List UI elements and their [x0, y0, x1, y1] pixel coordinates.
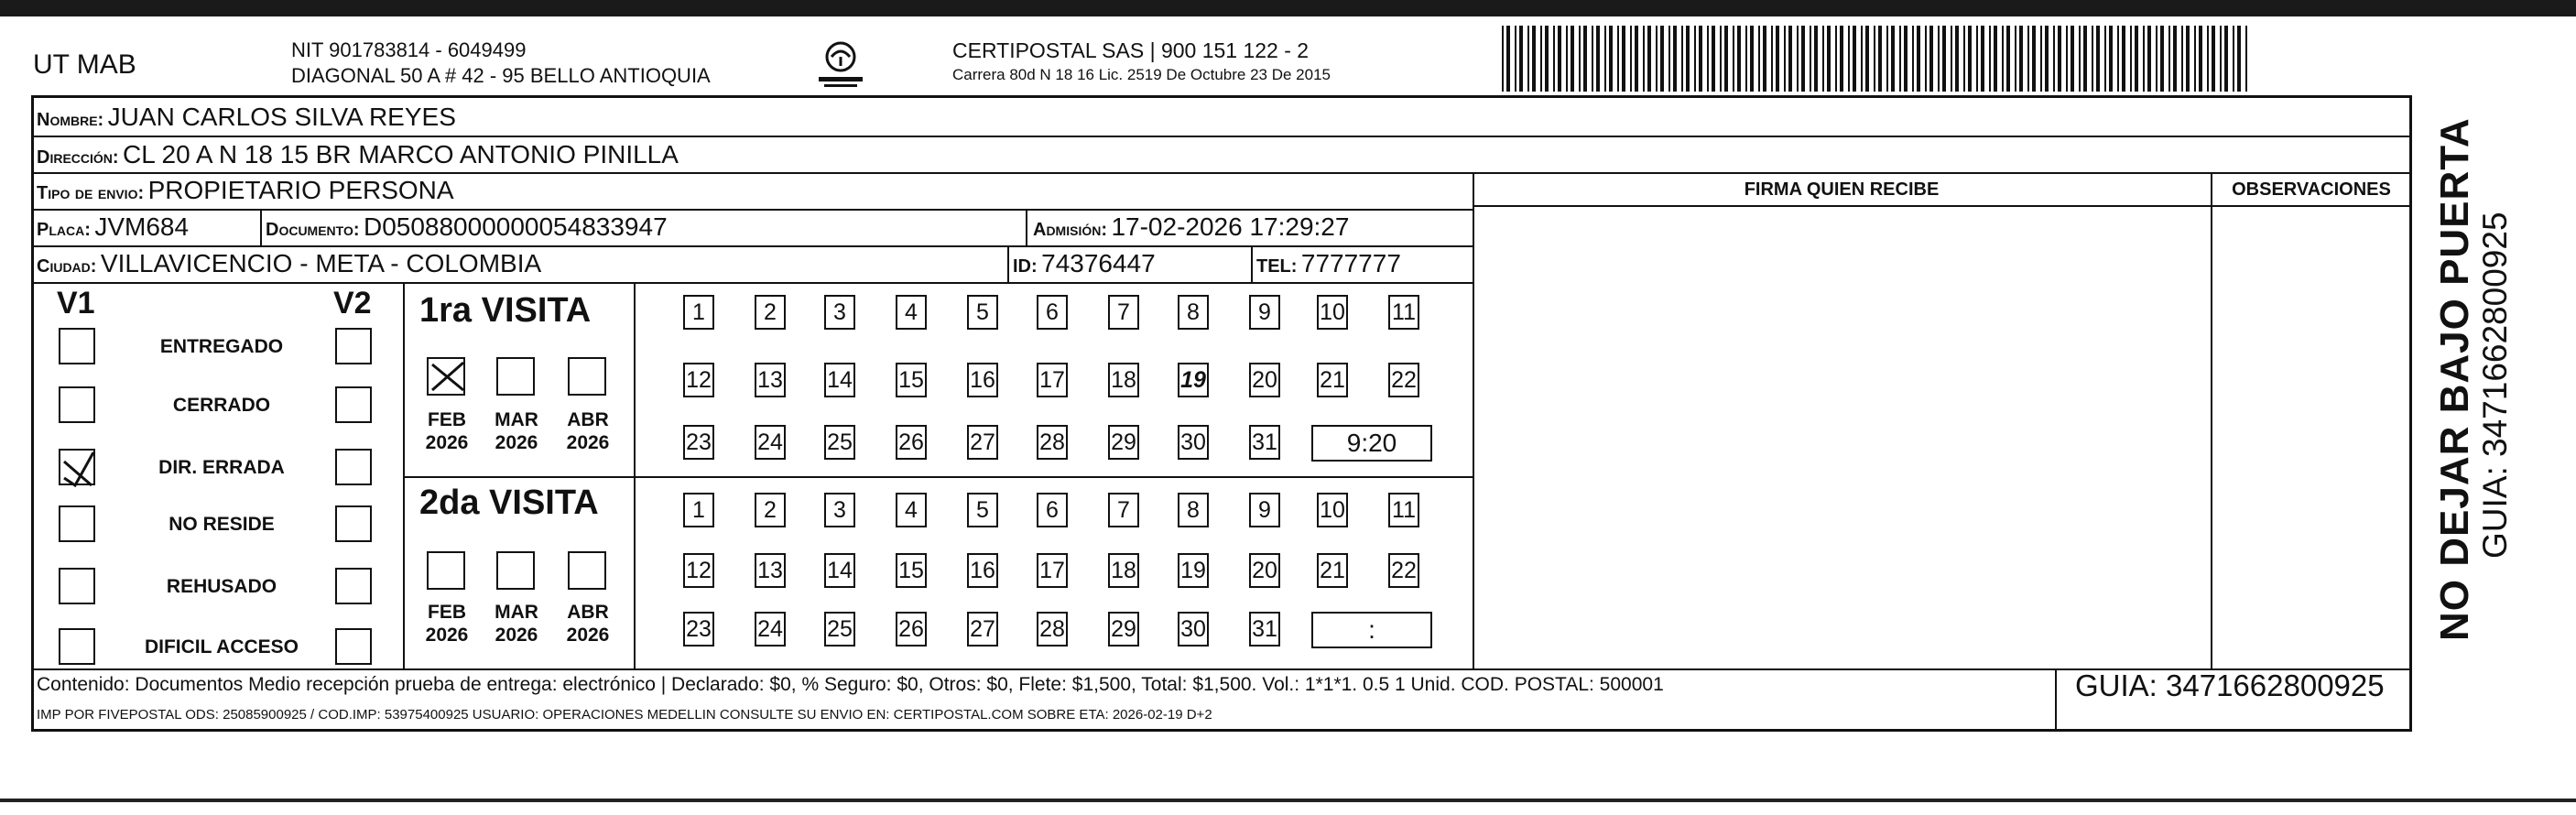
first-visit-day-15[interactable]: 15 [896, 363, 927, 397]
cell-divider [1251, 245, 1253, 282]
cell-divider [1026, 209, 1027, 245]
tel-value: 7777777 [1300, 249, 1401, 277]
row-divider [1473, 205, 2412, 207]
second-visit-day-28[interactable]: 28 [1037, 612, 1068, 647]
first-visit-day-17[interactable]: 17 [1037, 363, 1068, 397]
first-visit-day-16[interactable]: 16 [967, 363, 998, 397]
footer-contents: Contenido: Documentos Medio recepción prueba de entrega: electrónico | Declarado: $0, % Seguro: $0, Otros: $0, Flete: $1,500, Total: $1,500. Vol.: 1*1*1. 0.5 1 Unid. COD. POSTAL: 500001 [37, 674, 1664, 695]
status-label: NO RESIDE [168, 514, 275, 535]
second-visit-day-25[interactable]: 25 [824, 612, 855, 647]
first-visit-day-29[interactable]: 29 [1108, 425, 1139, 460]
company-address: DIAGONAL 50 A # 42 - 95 BELLO ANTIOQUIA [291, 64, 711, 87]
second-visit-day-11[interactable]: 11 [1388, 493, 1419, 527]
month-year: 2026 [495, 625, 538, 646]
tipo-row [37, 176, 454, 205]
month-label [419, 408, 474, 454]
second-visit-day-17[interactable]: 17 [1037, 553, 1068, 588]
first-visit-day-9[interactable]: 9 [1249, 295, 1280, 330]
company-nit: NIT 901783814 - 6049499 [291, 38, 527, 61]
first-visit-day-27[interactable]: 27 [967, 425, 998, 460]
v1-checkbox[interactable] [59, 505, 95, 542]
status-divider [403, 282, 405, 668]
first-visit-title: 1ra VISITA [419, 291, 592, 330]
second-visit-day-5[interactable]: 5 [967, 493, 998, 527]
first-visit-day-3[interactable]: 3 [824, 295, 855, 330]
ciudad-label: Ciudad: [37, 256, 97, 277]
id-label: ID: [1013, 256, 1038, 277]
v2-checkbox[interactable] [335, 505, 372, 542]
month-label [489, 601, 544, 647]
second-visit-day-3[interactable]: 3 [824, 493, 855, 527]
admision-label: Admisión: [1033, 220, 1107, 240]
ciudad-cell [37, 249, 541, 278]
second-visit-day-2[interactable]: 2 [755, 493, 786, 527]
first-visit-day-4[interactable]: 4 [896, 295, 927, 330]
second-visit-day-9[interactable]: 9 [1249, 493, 1280, 527]
second-visit-day-30[interactable]: 30 [1178, 612, 1209, 647]
nombre-value: JUAN CARLOS SILVA REYES [107, 103, 456, 131]
signature-header: FIRMA QUIEN RECIBE [1744, 179, 1940, 200]
tipo-value: PROPIETARIO PERSONA [147, 176, 454, 204]
second-visit-day-10[interactable]: 10 [1317, 493, 1348, 527]
second-visit-day-8[interactable]: 8 [1178, 493, 1209, 527]
first-visit-day-18[interactable]: 18 [1108, 363, 1139, 397]
v2-checkbox[interactable] [335, 328, 372, 364]
v2-checkbox[interactable] [335, 449, 372, 485]
status-label: DIR. ERRADA [158, 457, 285, 478]
first-visit-day-21[interactable]: 21 [1317, 363, 1348, 397]
month-label [489, 408, 544, 454]
v1-checkbox[interactable] [59, 449, 95, 485]
carrier-license: Carrera 80d N 18 16 Lic. 2519 De Octubre 23 De 2015 [952, 66, 1331, 83]
first-visit-day-28[interactable]: 28 [1037, 425, 1068, 460]
second-visit-day-18[interactable]: 18 [1108, 553, 1139, 588]
company-name: UT MAB [33, 49, 136, 80]
v2-checkbox[interactable] [335, 628, 372, 665]
second-visit-day-4[interactable]: 4 [896, 493, 927, 527]
second-visit-day-19[interactable]: 19 [1178, 553, 1209, 588]
month-year: 2026 [566, 432, 610, 453]
placa-label: Placa: [37, 220, 91, 240]
row-divider [31, 172, 2412, 174]
v1-checkbox[interactable] [59, 328, 95, 364]
month-label [560, 408, 615, 454]
month-label [560, 601, 615, 647]
first-visit-day-6[interactable]: 6 [1037, 295, 1068, 330]
second-visit-day-16[interactable]: 16 [967, 553, 998, 588]
second-visit-day-12[interactable]: 12 [683, 553, 714, 588]
v2-checkbox[interactable] [335, 568, 372, 604]
first-visit-month-checkbox[interactable] [568, 357, 606, 396]
tipo-label: Tipo de envio: [37, 183, 145, 203]
first-visit-day-22[interactable]: 22 [1388, 363, 1419, 397]
month-name: ABR [567, 602, 609, 623]
placa-value: JVM684 [94, 212, 190, 241]
observations-header: OBSERVACIONES [2232, 179, 2391, 200]
id-value: 74376447 [1041, 249, 1156, 277]
first-visit-day-31[interactable]: 31 [1249, 425, 1280, 460]
second-visit-month-checkbox[interactable] [496, 551, 535, 590]
certipostal-logo-icon [813, 37, 868, 92]
second-visit-day-27[interactable]: 27 [967, 612, 998, 647]
first-visit-day-30[interactable]: 30 [1178, 425, 1209, 460]
direccion-row [37, 140, 679, 169]
second-visit-day-1[interactable]: 1 [683, 493, 714, 527]
cell-divider [1007, 245, 1009, 282]
second-visit-time[interactable]: : [1311, 612, 1432, 648]
direccion-label: Dirección: [37, 147, 119, 168]
first-visit-day-7[interactable]: 7 [1108, 295, 1139, 330]
cell-divider [260, 209, 262, 245]
row-divider [31, 282, 1473, 284]
v1-header: V1 [57, 286, 95, 321]
first-visit-day-26[interactable]: 26 [896, 425, 927, 460]
placa-cell [37, 212, 189, 242]
first-visit-month-checkbox[interactable] [427, 357, 465, 396]
month-year: 2026 [425, 432, 469, 453]
second-visit-day-31[interactable]: 31 [1249, 612, 1280, 647]
month-year: 2026 [495, 432, 538, 453]
month-year: 2026 [425, 625, 469, 646]
second-visit-day-7[interactable]: 7 [1108, 493, 1139, 527]
footer-print-info: IMP POR FIVEPOSTAL ODS: 25085900925 / COD.IMP: 53975400925 USUARIO: OPERACIONES MEDELLIN CONSULTE SU ENVIO EN: CERTIPOSTAL.COM SOBRE ETA: 2026-02-19 D+2 [37, 707, 1212, 723]
first-visit-day-19[interactable]: 19 [1178, 363, 1209, 397]
second-visit-day-14[interactable]: 14 [824, 553, 855, 588]
first-visit-day-5[interactable]: 5 [967, 295, 998, 330]
admision-cell [1033, 212, 1349, 242]
footer-guia [2055, 668, 2385, 703]
first-visit-day-2[interactable]: 2 [755, 295, 786, 330]
second-visit-day-13[interactable]: 13 [755, 553, 786, 588]
side-warning: NO DEJAR BAJO PUERTA [2432, 117, 2477, 641]
month-name: FEB [428, 602, 466, 623]
v1-checkbox[interactable] [59, 568, 95, 604]
row-divider [31, 136, 2412, 137]
first-visit-day-14[interactable]: 14 [824, 363, 855, 397]
second-visit-day-6[interactable]: 6 [1037, 493, 1068, 527]
status-label: REHUSADO [166, 576, 277, 597]
first-visit-day-11[interactable]: 11 [1388, 295, 1419, 330]
first-visit-month-checkbox[interactable] [496, 357, 535, 396]
id-cell [1013, 249, 1156, 278]
nombre-row [37, 103, 456, 132]
second-visit-month-checkbox[interactable] [568, 551, 606, 590]
month-year: 2026 [566, 625, 610, 646]
second-visit-day-26[interactable]: 26 [896, 612, 927, 647]
documento-cell [266, 212, 668, 242]
first-visit-day-20[interactable]: 20 [1249, 363, 1280, 397]
direccion-value: CL 20 A N 18 15 BR MARCO ANTONIO PINILLA [123, 140, 679, 168]
month-name: ABR [567, 409, 609, 430]
status-label: ENTREGADO [159, 336, 284, 357]
second-visit-day-21[interactable]: 21 [1317, 553, 1348, 588]
month-label [419, 601, 474, 647]
row-divider [31, 245, 1473, 247]
second-visit-day-23[interactable]: 23 [683, 612, 714, 647]
admision-value: 17-02-2026 17:29:27 [1111, 212, 1350, 241]
documento-value: D05088000000054833947 [363, 212, 668, 241]
second-visit-day-24[interactable]: 24 [755, 612, 786, 647]
first-visit-day-25[interactable]: 25 [824, 425, 855, 460]
tel-label: TEL: [1256, 256, 1298, 277]
first-visit-day-23[interactable]: 23 [683, 425, 714, 460]
month-name: FEB [428, 409, 466, 430]
month-divider [634, 282, 636, 668]
v2-header: V2 [333, 286, 372, 321]
v1-checkbox[interactable] [59, 386, 95, 423]
second-visit-day-15[interactable]: 15 [896, 553, 927, 588]
top-edge [0, 0, 2576, 16]
v1-checkbox[interactable] [59, 628, 95, 665]
status-label: DIFICIL ACCESO [144, 636, 299, 657]
v2-checkbox[interactable] [335, 386, 372, 423]
month-name: MAR [495, 409, 538, 430]
visit-divider [403, 476, 1473, 478]
first-visit-time[interactable]: 9:20 [1311, 425, 1432, 462]
carrier-name: CERTIPOSTAL SAS | 900 151 122 - 2 [952, 38, 1310, 62]
side-guia: GUIA: 3471662800925 [2476, 212, 2514, 559]
ciudad-value: VILLAVICENCIO - META - COLOMBIA [100, 249, 542, 277]
documento-label: Documento: [266, 220, 360, 240]
first-visit-day-1[interactable]: 1 [683, 295, 714, 330]
bottom-edge [0, 799, 2576, 802]
barcode-icon [1502, 26, 2253, 92]
first-visit-day-24[interactable]: 24 [755, 425, 786, 460]
second-visit-day-20[interactable]: 20 [1249, 553, 1280, 588]
first-visit-day-10[interactable]: 10 [1317, 295, 1348, 330]
first-visit-day-8[interactable]: 8 [1178, 295, 1209, 330]
signature-area[interactable] [1474, 209, 2209, 667]
first-visit-day-12[interactable]: 12 [683, 363, 714, 397]
first-visit-day-13[interactable]: 13 [755, 363, 786, 397]
nombre-label: Nombre: [37, 110, 104, 130]
tel-cell [1256, 249, 1401, 278]
second-visit-day-29[interactable]: 29 [1108, 612, 1139, 647]
status-label: CERRADO [172, 395, 271, 416]
second-visit-day-22[interactable]: 22 [1388, 553, 1419, 588]
observations-area[interactable] [2212, 209, 2410, 667]
month-name: MAR [495, 602, 538, 623]
footer-guia-value: GUIA: 3471662800925 [2075, 668, 2385, 702]
second-visit-month-checkbox[interactable] [427, 551, 465, 590]
second-visit-title: 2da VISITA [419, 484, 599, 522]
row-divider [31, 209, 1473, 211]
